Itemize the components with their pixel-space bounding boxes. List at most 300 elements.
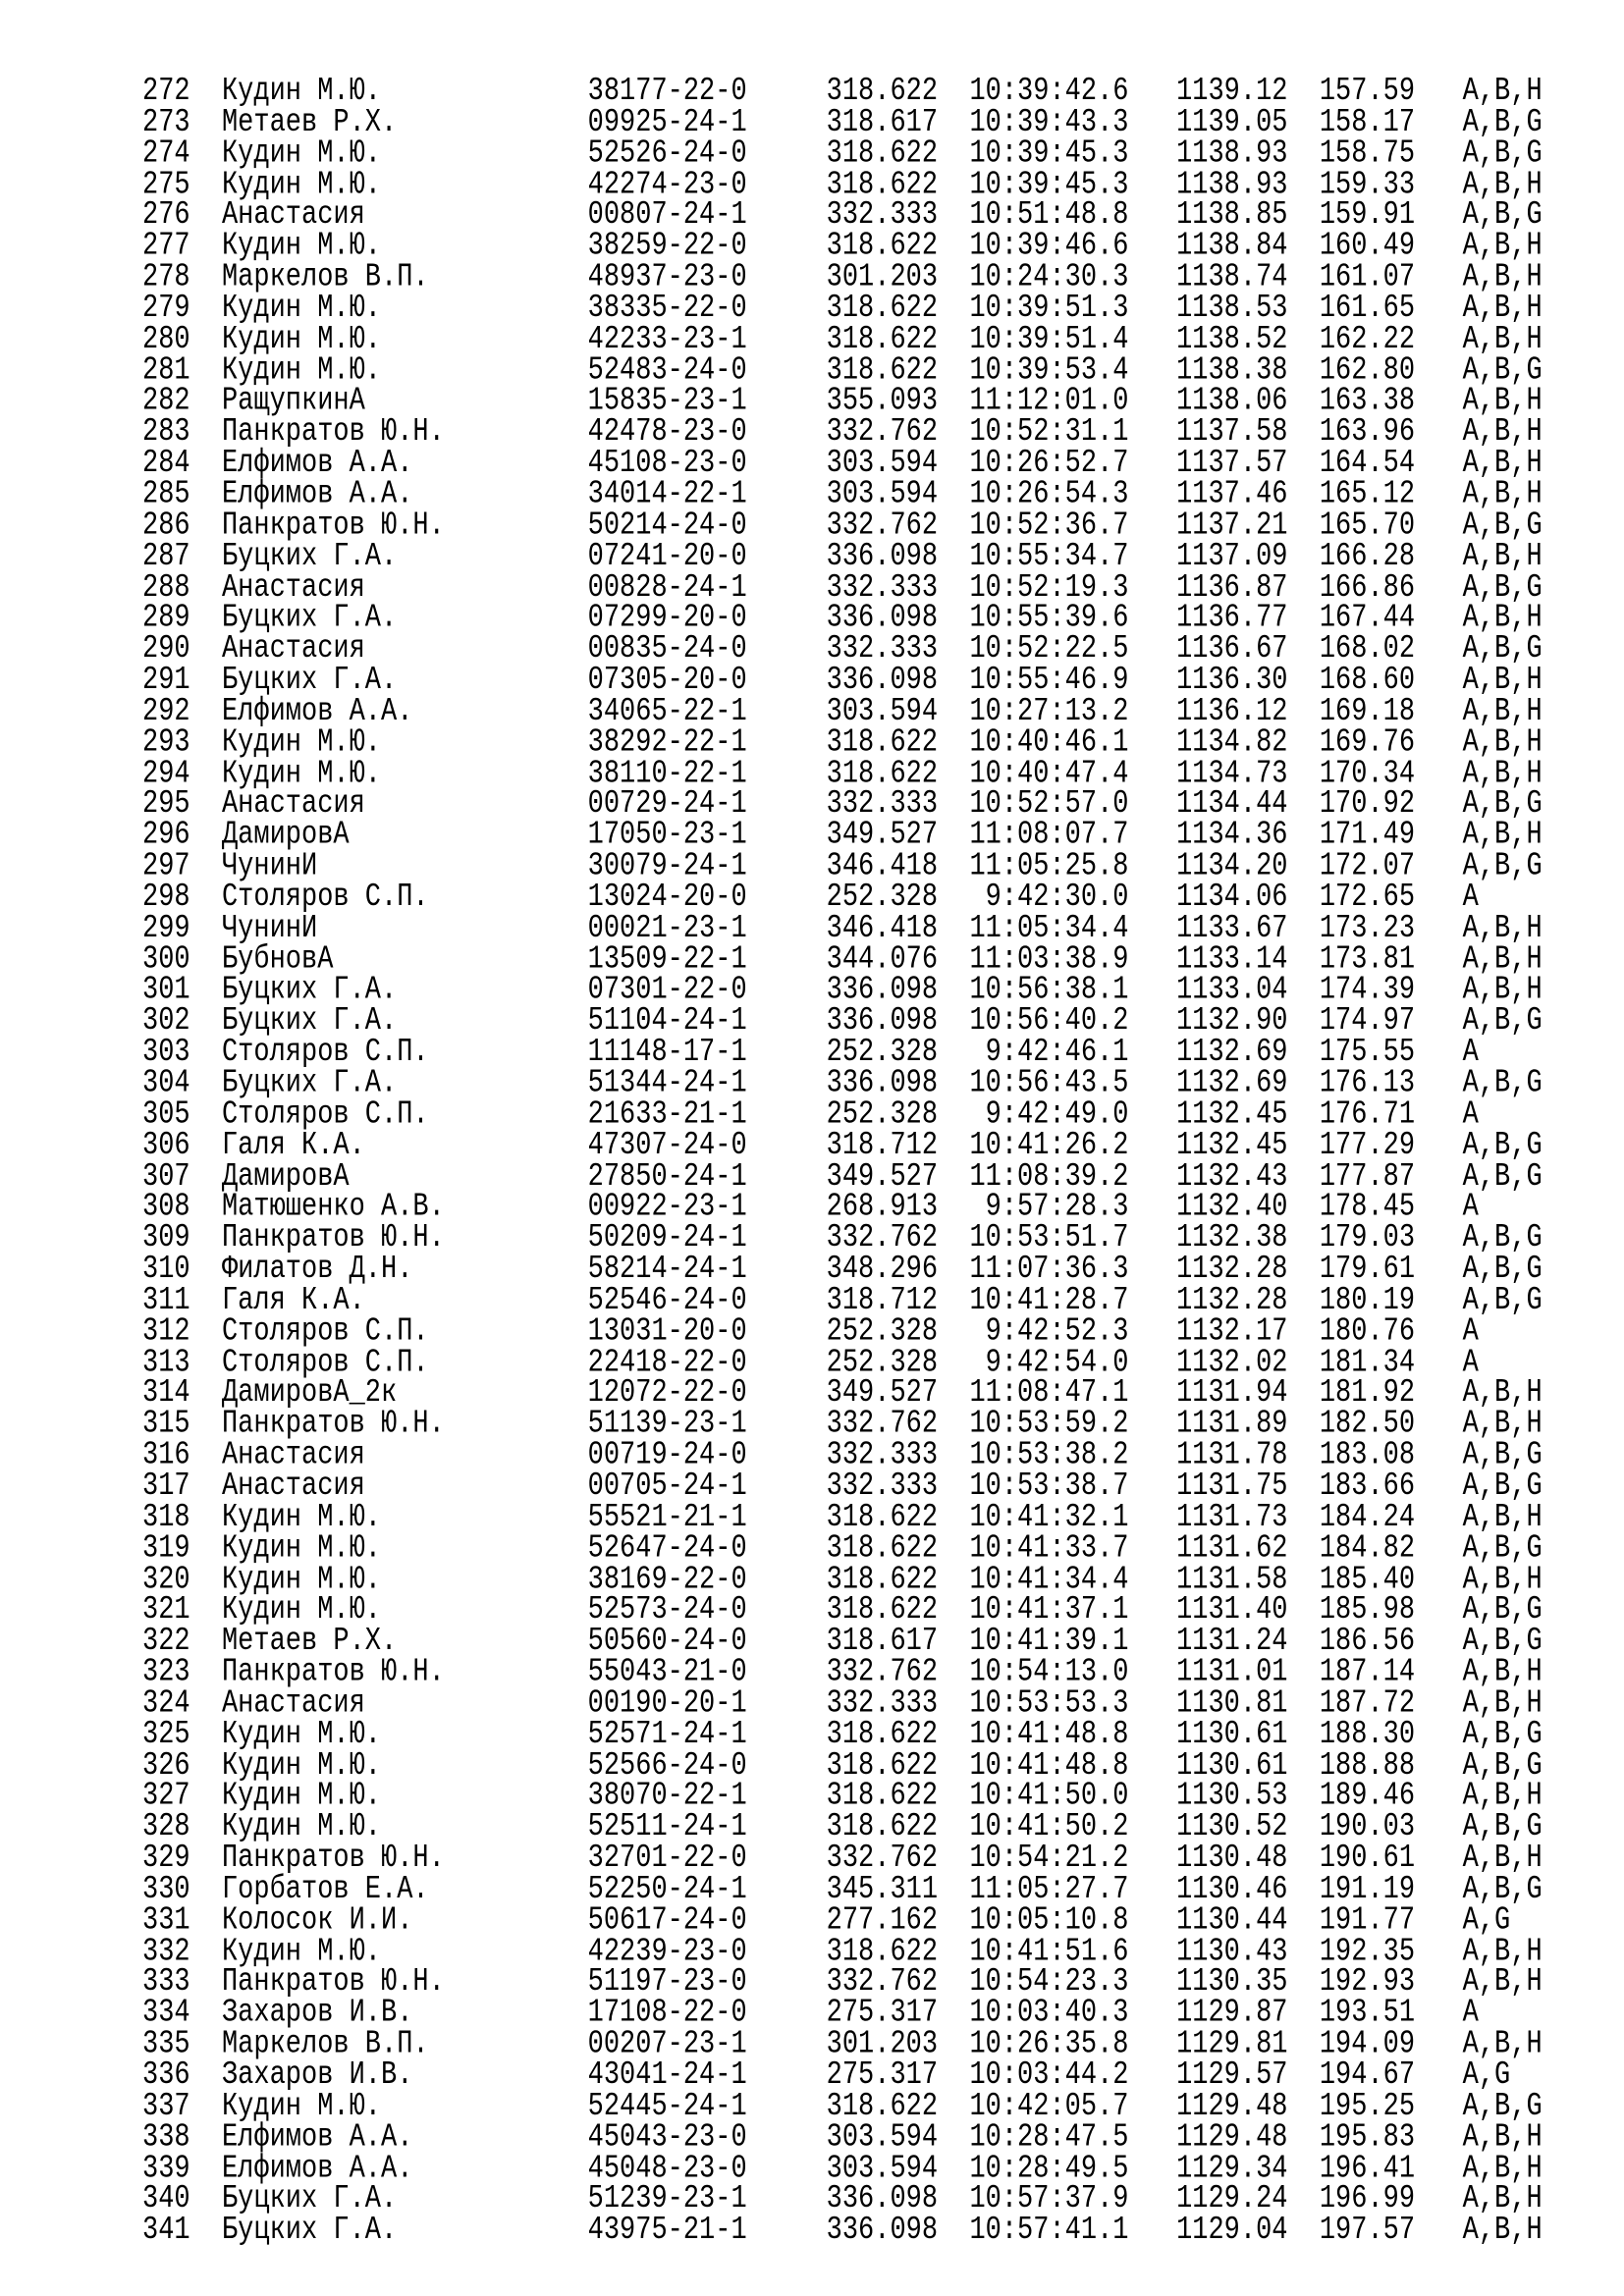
metric1-cell: 1138.53 <box>1176 291 1288 328</box>
row-number-cell: 294 <box>142 756 190 792</box>
id-code-cell: 51139-23-1 <box>587 1407 747 1443</box>
row-number-cell: 330 <box>142 1872 190 1908</box>
row-number-cell: 338 <box>142 2119 190 2157</box>
metric2-cell: 190.03 <box>1319 1809 1416 1846</box>
time-cell: 10:41:51.6 <box>969 1934 1129 1970</box>
metric1-cell: 1131.94 <box>1176 1375 1288 1413</box>
id-code-cell: 52511-24-1 <box>587 1809 747 1846</box>
id-code-cell: 52571-24-1 <box>587 1717 747 1753</box>
flags-cell: A,B,H <box>1462 1685 1543 1723</box>
metric1-cell: 1139.05 <box>1176 104 1288 141</box>
name-cell: Матюшенко А.В. <box>221 1190 445 1226</box>
table-row <box>142 1128 1543 1164</box>
table-row <box>142 1313 1543 1351</box>
table-row <box>142 756 1543 792</box>
value-cell: 303.594 <box>826 476 939 513</box>
metric2-cell: 191.77 <box>1319 1902 1416 1940</box>
id-code-cell: 42239-23-0 <box>587 1934 747 1970</box>
name-cell: Кудин М.Ю. <box>221 74 382 110</box>
time-cell: 9:42:30.0 <box>985 880 1129 917</box>
table-row <box>142 1500 1543 1536</box>
value-cell: 349.527 <box>826 1375 939 1413</box>
row-number-cell: 292 <box>142 693 190 730</box>
id-code-cell: 51239-23-1 <box>587 2181 747 2218</box>
metric1-cell: 1138.93 <box>1176 135 1288 173</box>
table-row <box>142 569 1543 607</box>
metric2-cell: 183.66 <box>1319 1468 1416 1506</box>
value-cell: 318.622 <box>826 352 939 390</box>
metric2-cell: 169.18 <box>1319 693 1416 730</box>
value-cell: 252.328 <box>826 1345 939 1381</box>
flags-cell: A,B,H <box>1462 1779 1543 1815</box>
id-code-cell: 38169-22-0 <box>587 1562 747 1598</box>
value-cell: 336.098 <box>826 1003 939 1041</box>
row-number-cell: 331 <box>142 1902 190 1940</box>
metric2-cell: 158.75 <box>1319 135 1416 173</box>
metric2-cell: 161.65 <box>1319 291 1416 328</box>
table-row <box>142 1654 1543 1691</box>
metric1-cell: 1137.58 <box>1176 414 1288 452</box>
metric1-cell: 1132.28 <box>1176 1282 1288 1319</box>
id-code-cell: 11148-17-1 <box>587 1035 747 1072</box>
row-number-cell: 337 <box>142 2089 190 2125</box>
name-cell: Метаев Р.Х. <box>221 1624 398 1661</box>
time-cell: 10:28:49.5 <box>969 2151 1129 2187</box>
table-row <box>142 1530 1543 1568</box>
time-cell: 10:41:32.1 <box>969 1500 1129 1536</box>
flags-cell: A,B,G <box>1462 1065 1543 1102</box>
id-code-cell: 32701-22-0 <box>587 1841 747 1878</box>
value-cell: 332.762 <box>826 1654 939 1691</box>
name-cell: Анастасия <box>221 1685 365 1723</box>
name-cell: Анастасия <box>221 1437 365 1474</box>
row-number-cell: 334 <box>142 1996 190 2033</box>
flags-cell: A,B,H <box>1462 229 1543 265</box>
name-cell: Анастасия <box>221 197 365 235</box>
row-number-cell: 285 <box>142 476 190 513</box>
flags-cell: A,B,G <box>1462 1252 1543 1289</box>
metric1-cell: 1129.87 <box>1176 1996 1288 2033</box>
metric1-cell: 1131.62 <box>1176 1530 1288 1568</box>
id-code-cell: 09925-24-1 <box>587 104 747 141</box>
name-cell: Кудин М.Ю. <box>221 1592 382 1629</box>
id-code-cell: 38110-22-1 <box>587 756 747 792</box>
value-cell: 318.712 <box>826 1128 939 1164</box>
metric2-cell: 164.54 <box>1319 446 1416 482</box>
value-cell: 318.622 <box>826 2089 939 2125</box>
value-cell: 336.098 <box>826 1065 939 1102</box>
metric2-cell: 177.87 <box>1319 1158 1416 1196</box>
id-code-cell: 13509-22-1 <box>587 941 747 979</box>
table-row <box>142 1003 1543 1041</box>
name-cell: Буцких Г.А. <box>221 601 398 637</box>
table-row <box>142 1717 1543 1753</box>
flags-cell: A,B,H <box>1462 693 1543 730</box>
flags-cell: A,B,G <box>1462 1872 1543 1908</box>
flags-cell: A,B,G <box>1462 1530 1543 1568</box>
time-cell: 11:05:27.7 <box>969 1872 1129 1908</box>
row-number-cell: 309 <box>142 1220 190 1257</box>
table-row <box>142 414 1543 452</box>
row-number-cell: 297 <box>142 848 190 885</box>
metric1-cell: 1138.93 <box>1176 167 1288 203</box>
value-cell: 318.622 <box>826 756 939 792</box>
results-list <box>142 74 1543 2250</box>
flags-cell: A,B,G <box>1462 352 1543 390</box>
metric1-cell: 1130.43 <box>1176 1934 1288 1970</box>
flags-cell: A,B,G <box>1462 1003 1543 1041</box>
metric2-cell: 181.34 <box>1319 1345 1416 1381</box>
metric2-cell: 184.24 <box>1319 1500 1416 1536</box>
time-cell: 10:42:05.7 <box>969 2089 1129 2125</box>
metric1-cell: 1129.34 <box>1176 2151 1288 2187</box>
name-cell: Захаров И.В. <box>221 2057 413 2095</box>
metric1-cell: 1132.38 <box>1176 1220 1288 1257</box>
flags-cell: A,B,G <box>1462 1220 1543 1257</box>
value-cell: 345.311 <box>826 1872 939 1908</box>
metric2-cell: 180.19 <box>1319 1282 1416 1319</box>
time-cell: 10:39:42.6 <box>969 74 1129 110</box>
table-row <box>142 2181 1543 2218</box>
metric2-cell: 183.08 <box>1319 1437 1416 1474</box>
value-cell: 318.622 <box>826 1717 939 1753</box>
table-row <box>142 1065 1543 1102</box>
table-row <box>142 1841 1543 1878</box>
flags-cell: A,B,G <box>1462 2089 1543 2125</box>
time-cell: 10:55:46.9 <box>969 663 1129 700</box>
metric2-cell: 173.23 <box>1319 911 1416 947</box>
metric2-cell: 186.56 <box>1319 1624 1416 1661</box>
table-row <box>142 1809 1543 1846</box>
metric2-cell: 172.07 <box>1319 848 1416 885</box>
id-code-cell: 07301-22-0 <box>587 973 747 1009</box>
name-cell: Кудин М.Ю. <box>221 321 382 358</box>
row-number-cell: 322 <box>142 1624 190 1661</box>
row-number-cell: 320 <box>142 1562 190 1598</box>
metric2-cell: 194.09 <box>1319 2026 1416 2063</box>
id-code-cell: 00705-24-1 <box>587 1468 747 1506</box>
id-code-cell: 50617-24-0 <box>587 1902 747 1940</box>
name-cell: ЧунинИ <box>221 848 318 885</box>
flags-cell: A <box>1462 880 1479 917</box>
flags-cell: A,B,G <box>1462 1592 1543 1629</box>
table-row <box>142 197 1543 235</box>
metric1-cell: 1131.75 <box>1176 1468 1288 1506</box>
flags-cell: A,B,H <box>1462 663 1543 700</box>
id-code-cell: 00807-24-1 <box>587 197 747 235</box>
id-code-cell: 47307-24-0 <box>587 1128 747 1164</box>
value-cell: 318.622 <box>826 74 939 110</box>
row-number-cell: 318 <box>142 1500 190 1536</box>
table-row <box>142 1096 1543 1134</box>
metric2-cell: 163.96 <box>1319 414 1416 452</box>
metric1-cell: 1137.09 <box>1176 539 1288 575</box>
value-cell: 318.622 <box>826 1747 939 1785</box>
flags-cell: A,B,H <box>1462 2213 1543 2250</box>
id-code-cell: 00828-24-1 <box>587 569 747 607</box>
metric1-cell: 1134.06 <box>1176 880 1288 917</box>
id-code-cell: 13031-20-0 <box>587 1313 747 1351</box>
id-code-cell: 17108-22-0 <box>587 1996 747 2033</box>
flags-cell: A,B,H <box>1462 1407 1543 1443</box>
time-cell: 10:39:45.3 <box>969 167 1129 203</box>
flags-cell: A,B,H <box>1462 724 1543 762</box>
name-cell: Кудин М.Ю. <box>221 1530 382 1568</box>
metric2-cell: 166.86 <box>1319 569 1416 607</box>
name-cell: Захаров И.В. <box>221 1996 413 2033</box>
table-row <box>142 1747 1543 1785</box>
id-code-cell: 00922-23-1 <box>587 1190 747 1226</box>
time-cell: 10:05:10.8 <box>969 1902 1129 1940</box>
flags-cell: A,B,H <box>1462 1562 1543 1598</box>
metric2-cell: 177.29 <box>1319 1128 1416 1164</box>
row-number-cell: 333 <box>142 1964 190 2002</box>
metric2-cell: 168.02 <box>1319 631 1416 668</box>
row-number-cell: 283 <box>142 414 190 452</box>
value-cell: 332.762 <box>826 414 939 452</box>
time-cell: 10:56:43.5 <box>969 1065 1129 1102</box>
flags-cell: A,B,G <box>1462 135 1543 173</box>
flags-cell: A,B,H <box>1462 446 1543 482</box>
table-row <box>142 1345 1543 1381</box>
value-cell: 318.622 <box>826 1809 939 1846</box>
metric1-cell: 1138.52 <box>1176 321 1288 358</box>
metric2-cell: 159.33 <box>1319 167 1416 203</box>
metric2-cell: 157.59 <box>1319 74 1416 110</box>
value-cell: 349.527 <box>826 1158 939 1196</box>
time-cell: 9:42:54.0 <box>985 1345 1129 1381</box>
name-cell: Панкратов Ю.Н. <box>221 1220 445 1257</box>
time-cell: 10:41:48.8 <box>969 1747 1129 1785</box>
name-cell: Елфимов А.А. <box>221 2151 413 2187</box>
value-cell: 303.594 <box>826 446 939 482</box>
row-number-cell: 299 <box>142 911 190 947</box>
metric2-cell: 182.50 <box>1319 1407 1416 1443</box>
id-code-cell: 58214-24-1 <box>587 1252 747 1289</box>
table-row <box>142 2057 1543 2095</box>
flags-cell: A <box>1462 1996 1479 2033</box>
value-cell: 268.913 <box>826 1190 939 1226</box>
table-row <box>142 848 1543 885</box>
value-cell: 301.203 <box>826 259 939 296</box>
metric2-cell: 165.70 <box>1319 507 1416 545</box>
time-cell: 10:52:19.3 <box>969 569 1129 607</box>
row-number-cell: 277 <box>142 229 190 265</box>
flags-cell: A,B,H <box>1462 476 1543 513</box>
row-number-cell: 305 <box>142 1096 190 1134</box>
value-cell: 336.098 <box>826 973 939 1009</box>
flags-cell: A,B,H <box>1462 1964 1543 2002</box>
flags-cell: A,B,G <box>1462 197 1543 235</box>
row-number-cell: 272 <box>142 74 190 110</box>
id-code-cell: 34065-22-1 <box>587 693 747 730</box>
time-cell: 10:39:53.4 <box>969 352 1129 390</box>
name-cell: Буцких Г.А. <box>221 539 398 575</box>
row-number-cell: 300 <box>142 941 190 979</box>
id-code-cell: 55043-21-0 <box>587 1654 747 1691</box>
name-cell: Столяров С.П. <box>221 1096 429 1134</box>
name-cell: Столяров С.П. <box>221 1313 429 1351</box>
row-number-cell: 278 <box>142 259 190 296</box>
id-code-cell: 50209-24-1 <box>587 1220 747 1257</box>
time-cell: 10:39:51.4 <box>969 321 1129 358</box>
row-number-cell: 281 <box>142 352 190 390</box>
id-code-cell: 55521-21-1 <box>587 1500 747 1536</box>
flags-cell: A,B,G <box>1462 1282 1543 1319</box>
time-cell: 9:42:52.3 <box>985 1313 1129 1351</box>
metric1-cell: 1132.02 <box>1176 1345 1288 1381</box>
name-cell: Елфимов А.А. <box>221 693 413 730</box>
value-cell: 348.296 <box>826 1252 939 1289</box>
metric1-cell: 1130.48 <box>1176 1841 1288 1878</box>
row-number-cell: 275 <box>142 167 190 203</box>
time-cell: 10:39:46.6 <box>969 229 1129 265</box>
value-cell: 303.594 <box>826 2151 939 2187</box>
name-cell: Маркелов В.П. <box>221 2026 429 2063</box>
table-row <box>142 724 1543 762</box>
time-cell: 10:41:33.7 <box>969 1530 1129 1568</box>
table-row <box>142 818 1543 854</box>
table-row <box>142 446 1543 482</box>
name-cell: Панкратов Ю.Н. <box>221 507 445 545</box>
value-cell: 318.622 <box>826 321 939 358</box>
row-number-cell: 289 <box>142 601 190 637</box>
metric2-cell: 181.92 <box>1319 1375 1416 1413</box>
time-cell: 10:41:50.0 <box>969 1779 1129 1815</box>
name-cell: Панкратов Ю.Н. <box>221 414 445 452</box>
id-code-cell: 17050-23-1 <box>587 818 747 854</box>
table-row <box>142 291 1543 328</box>
row-number-cell: 323 <box>142 1654 190 1691</box>
row-number-cell: 310 <box>142 1252 190 1289</box>
id-code-cell: 38292-22-1 <box>587 724 747 762</box>
table-row <box>142 663 1543 700</box>
metric2-cell: 174.39 <box>1319 973 1416 1009</box>
id-code-cell: 38177-22-0 <box>587 74 747 110</box>
flags-cell: A,B,G <box>1462 848 1543 885</box>
time-cell: 10:52:36.7 <box>969 507 1129 545</box>
metric1-cell: 1130.35 <box>1176 1964 1288 2002</box>
metric1-cell: 1138.85 <box>1176 197 1288 235</box>
name-cell: Панкратов Ю.Н. <box>221 1407 445 1443</box>
row-number-cell: 288 <box>142 569 190 607</box>
metric1-cell: 1131.78 <box>1176 1437 1288 1474</box>
value-cell: 346.418 <box>826 911 939 947</box>
id-code-cell: 52566-24-0 <box>587 1747 747 1785</box>
metric2-cell: 175.55 <box>1319 1035 1416 1072</box>
value-cell: 336.098 <box>826 601 939 637</box>
metric2-cell: 196.41 <box>1319 2151 1416 2187</box>
time-cell: 11:05:34.4 <box>969 911 1129 947</box>
table-row <box>142 786 1543 824</box>
time-cell: 10:26:52.7 <box>969 446 1129 482</box>
table-row <box>142 941 1543 979</box>
table-row <box>142 911 1543 947</box>
flags-cell: A,B,H <box>1462 167 1543 203</box>
metric1-cell: 1136.67 <box>1176 631 1288 668</box>
name-cell: ДамировА <box>221 1158 350 1196</box>
table-row <box>142 1282 1543 1319</box>
metric1-cell: 1137.57 <box>1176 446 1288 482</box>
name-cell: ДамировА <box>221 818 350 854</box>
metric1-cell: 1132.17 <box>1176 1313 1288 1351</box>
id-code-cell: 50560-24-0 <box>587 1624 747 1661</box>
time-cell: 10:55:39.6 <box>969 601 1129 637</box>
table-row <box>142 1220 1543 1257</box>
time-cell: 9:42:49.0 <box>985 1096 1129 1134</box>
name-cell: Буцких Г.А. <box>221 2213 398 2250</box>
value-cell: 332.333 <box>826 569 939 607</box>
flags-cell: A,B,G <box>1462 1624 1543 1661</box>
metric2-cell: 162.22 <box>1319 321 1416 358</box>
metric2-cell: 194.67 <box>1319 2057 1416 2095</box>
time-cell: 11:12:01.0 <box>969 384 1129 420</box>
flags-cell: A,B,H <box>1462 818 1543 854</box>
metric1-cell: 1130.81 <box>1176 1685 1288 1723</box>
value-cell: 318.622 <box>826 1562 939 1598</box>
metric2-cell: 185.40 <box>1319 1562 1416 1598</box>
metric1-cell: 1131.73 <box>1176 1500 1288 1536</box>
table-row <box>142 1685 1543 1723</box>
table-row <box>142 1562 1543 1598</box>
metric1-cell: 1132.69 <box>1176 1065 1288 1102</box>
name-cell: Маркелов В.П. <box>221 259 429 296</box>
metric2-cell: 172.65 <box>1319 880 1416 917</box>
metric1-cell: 1133.04 <box>1176 973 1288 1009</box>
metric1-cell: 1132.40 <box>1176 1190 1288 1226</box>
id-code-cell: 50214-24-0 <box>587 507 747 545</box>
value-cell: 336.098 <box>826 663 939 700</box>
name-cell: Кудин М.Ю. <box>221 1717 382 1753</box>
metric1-cell: 1137.21 <box>1176 507 1288 545</box>
name-cell: РащупкинА <box>221 384 365 420</box>
flags-cell: A,B,H <box>1462 74 1543 110</box>
metric2-cell: 174.97 <box>1319 1003 1416 1041</box>
metric2-cell: 169.76 <box>1319 724 1416 762</box>
metric2-cell: 179.61 <box>1319 1252 1416 1289</box>
id-code-cell: 52526-24-0 <box>587 135 747 173</box>
name-cell: Буцких Г.А. <box>221 2181 398 2218</box>
flags-cell: A,B,G <box>1462 569 1543 607</box>
id-code-cell: 07241-20-0 <box>587 539 747 575</box>
metric1-cell: 1133.14 <box>1176 941 1288 979</box>
name-cell: Кудин М.Ю. <box>221 1934 382 1970</box>
time-cell: 10:57:37.9 <box>969 2181 1129 2218</box>
value-cell: 303.594 <box>826 2119 939 2157</box>
value-cell: 318.622 <box>826 167 939 203</box>
flags-cell: A,B,G <box>1462 1158 1543 1196</box>
value-cell: 336.098 <box>826 2213 939 2250</box>
id-code-cell: 00021-23-1 <box>587 911 747 947</box>
row-number-cell: 313 <box>142 1345 190 1381</box>
row-number-cell: 274 <box>142 135 190 173</box>
name-cell: Кудин М.Ю. <box>221 1747 382 1785</box>
metric1-cell: 1130.52 <box>1176 1809 1288 1846</box>
time-cell: 10:55:34.7 <box>969 539 1129 575</box>
metric1-cell: 1134.73 <box>1176 756 1288 792</box>
name-cell: Панкратов Ю.Н. <box>221 1964 445 2002</box>
name-cell: Анастасия <box>221 569 365 607</box>
metric1-cell: 1130.44 <box>1176 1902 1288 1940</box>
row-number-cell: 328 <box>142 1809 190 1846</box>
table-row <box>142 507 1543 545</box>
metric1-cell: 1133.67 <box>1176 911 1288 947</box>
flags-cell: A,B,H <box>1462 756 1543 792</box>
value-cell: 332.762 <box>826 1407 939 1443</box>
metric1-cell: 1129.04 <box>1176 2213 1288 2250</box>
time-cell: 10:28:47.5 <box>969 2119 1129 2157</box>
value-cell: 344.076 <box>826 941 939 979</box>
